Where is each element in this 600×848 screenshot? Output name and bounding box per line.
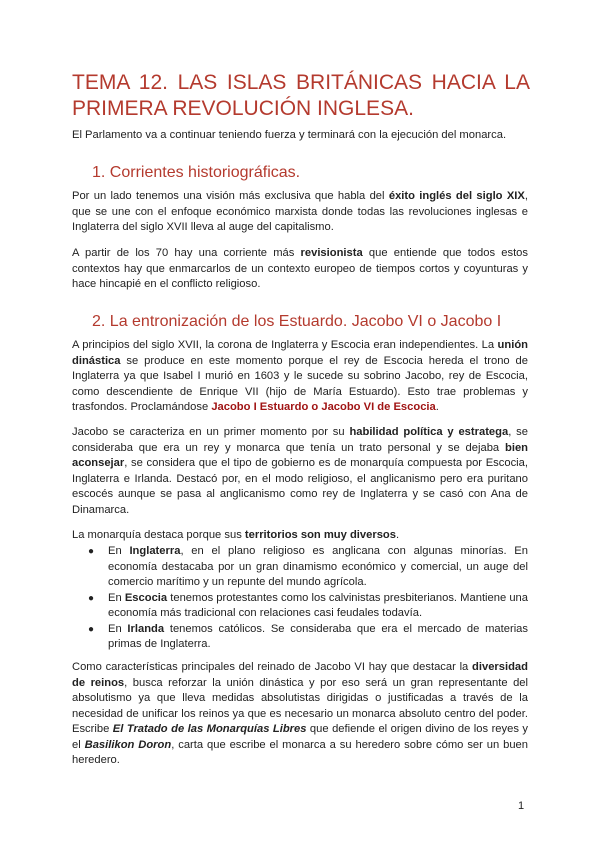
page-title [72,70,530,122]
section-2-paragraph-1: A principios del siglo XVII, la corona de Inglaterra y Escocia eran independientes. La unión dinástica se produce en este momento porque el rey de Escocia hereda el trono de Inglaterra ya que Isabel I murió en 1603 y le sucede su sobrino Jacobo, rey de Escocia, como descendiente de Enrique VII (hijo de María Estuardo). Esto trae problemas y trasfondos. Proclamándose Jacobo I Estuardo o Jacobo VI de Escocia. [72,339,528,413]
book-title: Basilikon Doron [84,738,172,751]
section-1-paragraph-1: Por un lado tenemos una visión más exclusiva que habla del éxito inglés del siglo XIX, que se une con el enfoque económico marxista donde todas las revoluciones inglesas e Inglaterra del siglo XVII lleva al auge del capitalismo. [72,190,528,233]
list-item: ● En Irlanda tenemos católicos. Se consideraba que era el mercado de materias primas de Inglaterra. [88,622,528,650]
emphasis: unión dinástica [72,339,528,367]
emphasis: revisionista [300,247,363,259]
section-1-paragraph-2: A partir de los 70 hay una corriente más revisionista que entiende que todos estos contextos hay que enmarcarlos de un contexto europeo de tiempos cortos y coyunturas y hace hincapié en el conflicto religioso. [72,247,528,290]
emphasis: Irlanda [127,622,165,635]
emphasis: diversidad de reinos [72,661,528,689]
emphasis: bien aconsejar [72,441,528,469]
section-2-paragraph-2: Jacobo se caracteriza en un primer momento por su habilidad política y estratega, se consideraba que era un rey y monarca que tenía un trato personal y se dejaba bien aconsejar, se considera que el tipo de gobierno es de monarquía compuesta por Escocia, Inglaterra e Irlanda. Destacó por, en el modo religioso, el anglicanismo pero era puritano escocés aunque se pasa al anglicanismo como rey de Inglaterra y se casó con Ana de Dinamarca. [72,426,528,516]
section-2-paragraph-4: Como características principales del reinado de Jacobo VI hay que destacar la diversidad de reinos, busca reforzar la unión dinástica y por eso será un gran representante del absolutismo ya que lleva medidas absolutistas dirigidas o justificadas a través de la necesidad de unificar los reinos ya que es necesario un monarca absoluto centro del poder. Escribe El Tratado de las Monarquías Libres que defiende el origen divino de los reyes y el Basilikon Doron, carta que escribe el monarca a su heredero sobre cómo ser un buen heredero. [72,661,529,766]
emphasis: territorios son muy diversos [244,529,396,541]
emphasis: éxito inglés del siglo XIX [388,190,525,202]
intro-paragraph: El Parlamento va a continuar teniendo fuerza y terminará con la ejecución del monarca. [72,129,507,141]
emphasis: Escocia [124,591,168,604]
section-1-heading: 1. Corrientes historiográficas. [92,164,301,181]
page-number: 1 [518,800,525,812]
bullet-icon: ● [88,623,95,635]
highlight-king-name: Jacobo I Estuardo o Jacobo VI de Escocia [211,401,436,413]
title-line-1: TEMA 12. LAS ISLAS BRITÁNICAS HACIA LA [72,71,530,94]
territories-list [88,544,528,653]
list-item: ● En Inglaterra, en el plano religioso es anglicana con algunas minorías. En economía destacaba por un gran dinamismo económico y comercial, un auge del comercio marítimo y un repunte del mundo agrícola. [88,545,528,588]
title-line-2: PRIMERA REVOLUCIÓN INGLESA. [72,97,414,120]
section-2-paragraph-3: La monarquía destaca porque sus territorios son muy diversos. [72,529,400,541]
list-item: ● En Escocia tenemos protestantes como los calvinistas presbiterianos. Mantiene una economía más tradicional con relaciones casi feudales todavía. [88,591,528,619]
section-2-heading: 2. La entronización de los Estuardo. Jacobo VI o Jacobo I [92,313,502,330]
emphasis: habilidad política y estratega [349,426,509,438]
book-title: El Tratado de las Monarquías Libres [112,723,307,735]
emphasis: Inglaterra [129,545,181,557]
bullet-icon: ● [88,592,95,604]
bullet-icon: ● [88,546,95,557]
